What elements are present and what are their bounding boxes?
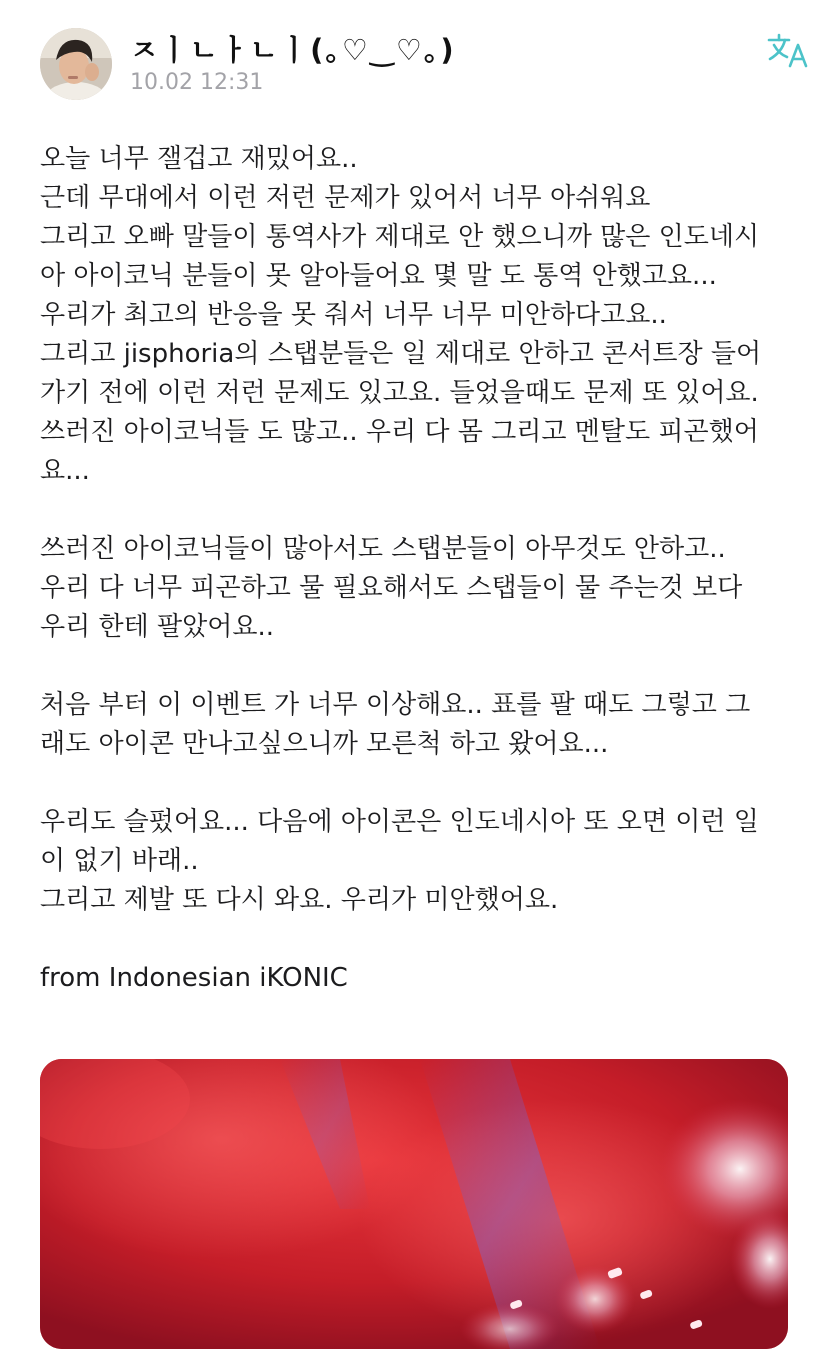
paragraph-gap	[40, 764, 800, 803]
paragraph	[40, 959, 800, 998]
avatar[interactable]	[40, 28, 112, 100]
text-line: 래도 아이콘 만나고싶으니까 모른척 하고 왔어요...	[40, 729, 609, 759]
post-body	[40, 140, 800, 998]
author-name[interactable]: ㅈㅣㄴㅏㄴㅣ(｡♡‿♡｡)	[130, 33, 456, 67]
post-header	[40, 26, 800, 102]
text-line: 쓰러진 아이코닉들이 많아서도 스탭분들이 아무것도 안하고..	[40, 534, 726, 564]
paragraph-gap	[40, 647, 800, 686]
text-line: 그리고 제발 또 다시 와요. 우리가 미안했어요.	[40, 885, 559, 915]
text-line: 요...	[40, 456, 90, 486]
concert-photo	[40, 1059, 788, 1349]
post-signature: from Indonesian iKONIC	[40, 963, 348, 993]
paragraph-gap	[40, 491, 800, 530]
post-timestamp: 10.02 12:31	[130, 70, 264, 95]
avatar-photo	[40, 28, 112, 100]
text-line: 그리고 jisphoria의 스탭분들은 일 제대로 안하고 콘서트장 들어	[40, 339, 762, 369]
text-line: 아 아이코닉 분들이 못 알아들어요 몇 말 도 통역 안했고요...	[40, 261, 717, 291]
text-line: 근데 무대에서 이런 저런 문제가 있어서 너무 아쉬워요	[40, 183, 651, 213]
paragraph	[40, 803, 800, 920]
translate-icon	[766, 32, 812, 70]
text-line: 가기 전에 이런 저런 문제도 있고요. 들었을때도 문제 또 있어요.	[40, 378, 759, 408]
paragraph	[40, 686, 800, 764]
text-line: 우리도 슬펐어요... 다음에 아이콘은 인도네시아 또 오면 이런 일	[40, 807, 759, 837]
text-line: 우리 한테 팔았어요..	[40, 612, 274, 642]
text-line: 이 없기 바래..	[40, 846, 199, 876]
post-media-image[interactable]	[40, 1059, 788, 1349]
text-line: 처음 부터 이 이벤트 가 너무 이상해요.. 표를 팔 때도 그렇고 그	[40, 690, 751, 720]
text-line: 그리고 오빠 말들이 통역사가 제대로 안 했으니까 많은 인도네시	[40, 222, 760, 252]
text-line: 쓰러진 아이코닉들 도 많고.. 우리 다 몸 그리고 멘탈도 피곤했어	[40, 417, 759, 447]
translate-button[interactable]	[766, 32, 812, 70]
text-line: 우리가 최고의 반응을 못 줘서 너무 너무 미안하다고요..	[40, 300, 667, 330]
paragraph	[40, 530, 800, 647]
paragraph-gap	[40, 920, 800, 959]
paragraph	[40, 140, 800, 491]
text-line: 우리 다 너무 피곤하고 물 필요해서도 스탭들이 물 주는것 보다	[40, 573, 743, 603]
text-line: 오늘 너무 잴겁고 재밌어요..	[40, 144, 358, 174]
